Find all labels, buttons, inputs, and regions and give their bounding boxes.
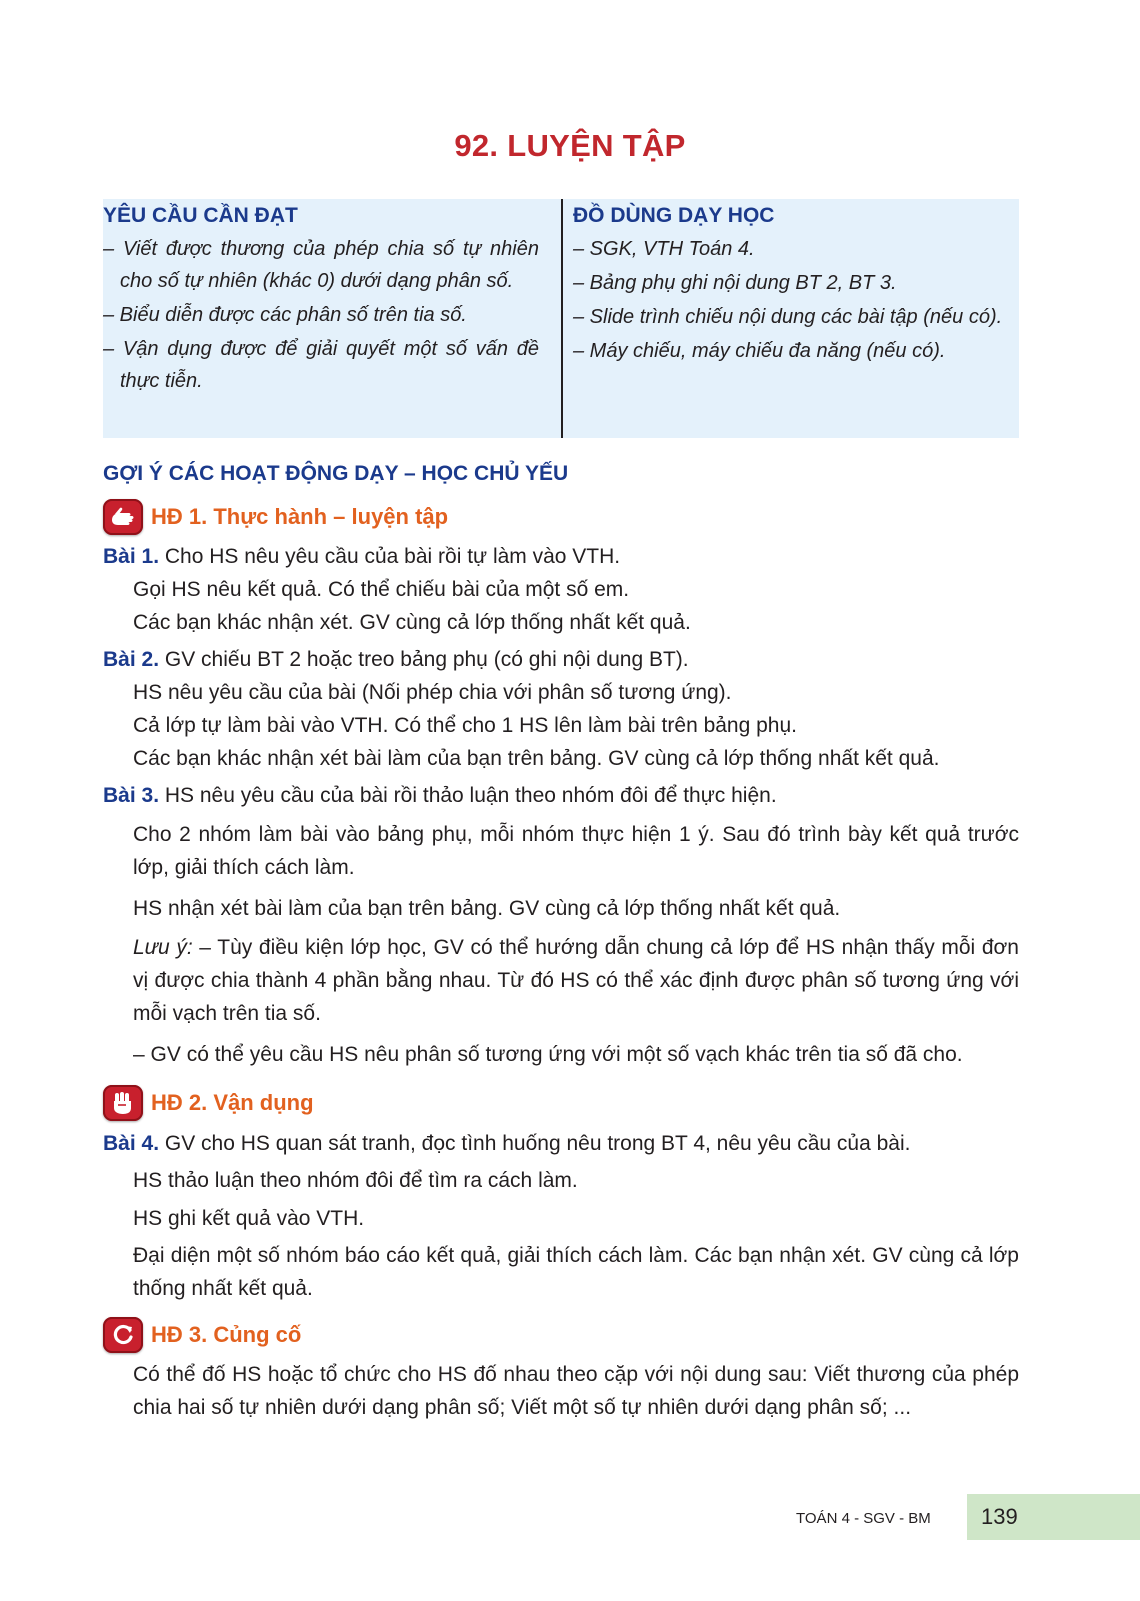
requirements-heading: YÊU CẦU CẦN ĐẠT	[103, 204, 298, 227]
hd1-header	[103, 498, 448, 536]
bai3-note2: – GV có thể yêu cầu HS nêu phân số tương ứng với một số vạch khác trên tia số đã cho.	[133, 1043, 963, 1066]
bai3-text: HS nêu yêu cầu của bài rồi thảo luận theo nhóm đôi để thực hiện.	[159, 784, 777, 807]
activities-heading: GỢI Ý CÁC HOẠT ĐỘNG DẠY – HỌC CHỦ YẾU	[103, 462, 569, 485]
note-text: – Tùy điều kiện lớp học, GV có thể hướng dẫn chung cả lớp để HS nhận thấy mỗi đơn vị được chia thành 4 phần bằng nhau. Từ đó HS có thể xác định được phân số tương ứng với mỗi vạch trên tia số.	[133, 936, 1019, 1025]
material-item: – Slide trình chiếu nội dung các bài tập (nếu có).	[573, 306, 1003, 328]
bai1-line	[103, 540, 1019, 573]
bai2-text: GV chiếu BT 2 hoặc treo bảng phụ (có ghi nội dung BT).	[159, 648, 689, 671]
bai1-text: Cho HS nêu yêu cầu của bài rồi tự làm vào VTH.	[159, 545, 621, 568]
bai4-label: Bài 4.	[103, 1132, 160, 1155]
note-label: Lưu ý:	[133, 936, 193, 959]
refresh-cycle-icon	[103, 1317, 143, 1353]
requirements-column	[103, 199, 539, 399]
page-title: 92. LUYỆN TẬP	[454, 128, 686, 163]
bai1-label: Bài 1.	[103, 545, 160, 568]
bai4-text: GV cho HS quan sát tranh, đọc tình huống nêu trong BT 4, nêu yêu cầu của bài.	[159, 1132, 911, 1155]
bai3-note	[133, 931, 1019, 1030]
hd1-title: HĐ 1. Thực hành – luyện tập	[151, 504, 449, 529]
page-number: 139	[967, 1494, 1140, 1540]
bai4-line: HS ghi kết quả vào VTH.	[133, 1207, 365, 1230]
bai4-line	[103, 1127, 1019, 1160]
bai4-paragraph: Đại diện một số nhóm báo cáo kết quả, giải thích cách làm. Các bạn nhận xét. GV cùng cả lớp thống nhất kết quả.	[133, 1244, 1019, 1300]
requirement-item: – Vận dụng được để giải quyết một số vấn đề thực tiễn.	[103, 338, 539, 392]
bai4-line: HS thảo luận theo nhóm đôi để tìm ra cách làm.	[133, 1169, 578, 1192]
bai2-label: Bài 2.	[103, 648, 160, 671]
hd2-title: HĐ 2. Vận dụng	[151, 1090, 314, 1115]
bai1-line: Gọi HS nêu kết quả. Có thể chiếu bài của một số em.	[133, 578, 630, 601]
bai3-paragraph: Cho 2 nhóm làm bài vào bảng phụ, mỗi nhóm thực hiện 1 ý. Sau đó trình bày kết quả trước lớp, giải thích cách làm.	[133, 823, 1019, 879]
material-item: – Bảng phụ ghi nội dung BT 2, BT 3.	[573, 272, 897, 294]
hd2-header	[103, 1084, 314, 1122]
bai3-paragraph: HS nhận xét bài làm của bạn trên bảng. GV cùng cả lớp thống nhất kết quả.	[133, 897, 841, 920]
materials-column	[573, 199, 1003, 369]
bai2-line: Cả lớp tự làm bài vào VTH. Có thể cho 1 HS lên làm bài trên bảng phụ.	[133, 714, 798, 737]
material-item: – SGK, VTH Toán 4.	[573, 238, 755, 260]
bai2-line: HS nêu yêu cầu của bài (Nối phép chia với phân số tương ứng).	[133, 681, 732, 704]
materials-heading: ĐỒ DÙNG DẠY HỌC	[573, 204, 775, 227]
objectives-box	[103, 199, 1019, 438]
raised-fist-icon	[103, 1085, 143, 1121]
bai3-line	[103, 779, 1019, 812]
column-divider	[561, 199, 563, 438]
practice-hand-icon	[103, 499, 143, 535]
hd3-header	[103, 1316, 301, 1354]
material-item: – Máy chiếu, máy chiếu đa năng (nếu có).	[573, 340, 946, 362]
footer-book-label: TOÁN 4 - SGV - BM	[796, 1510, 931, 1527]
requirement-item: – Biểu diễn được các phân số trên tia số.	[103, 304, 467, 326]
bai2-line	[103, 643, 1019, 676]
requirement-item: – Viết được thương của phép chia số tự nhiên cho số tự nhiên (khác 0) dưới dạng phân số.	[103, 238, 539, 292]
hd3-paragraph: Có thể đố HS hoặc tổ chức cho HS đố nhau theo cặp với nội dung sau: Viết thương của phép chia hai số tự nhiên dưới dạng phân số; Viết một số tự nhiên dưới dạng phân số; ...	[133, 1363, 1019, 1419]
hd3-title: HĐ 3. Củng cố	[151, 1322, 302, 1347]
bai1-line: Các bạn khác nhận xét. GV cùng cả lớp thống nhất kết quả.	[133, 611, 691, 634]
bai2-line: Các bạn khác nhận xét bài làm của bạn trên bảng. GV cùng cả lớp thống nhất kết quả.	[133, 747, 940, 770]
bai3-label: Bài 3.	[103, 784, 160, 807]
